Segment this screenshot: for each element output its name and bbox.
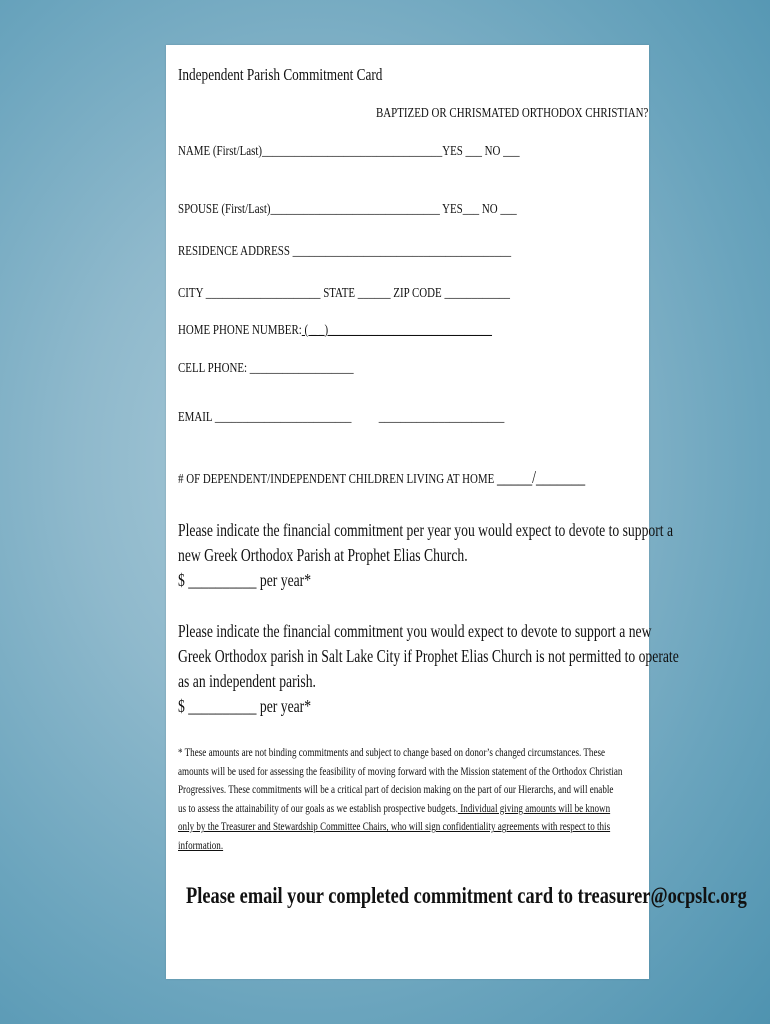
disclaimer-note xyxy=(178,743,632,855)
note-line-5: only by the Treasurer and Stewardship Committee Chairs, who will sign confidentiality agreements with respect to this xyxy=(178,819,611,834)
note-line-4-plain: us to assess the attainability of our goals as we establish prospective budgets. xyxy=(178,800,458,815)
email-label: EMAIL xyxy=(178,410,213,425)
note-line-2: amounts will be used for assessing the feasibility of moving forward with the Mission statement of the Orthodox Christian xyxy=(178,763,623,778)
commitment-card xyxy=(166,45,747,979)
children-blank: _____/_______ xyxy=(496,467,586,487)
note-line-6: information. xyxy=(178,837,224,852)
commitment-paragraph-2 xyxy=(178,619,679,719)
home-phone-row xyxy=(178,323,492,339)
email-instruction: Please email your completed commitment card to treasurer@ocpslc.org xyxy=(186,883,747,908)
home-phone-label: HOME PHONE NUMBER: xyxy=(178,323,302,338)
note-line-4-underlined: Individual giving amounts will be known xyxy=(457,800,611,815)
children-row xyxy=(178,467,585,488)
spouse-row: SPOUSE (First/Last)_______________________________ YES___ NO ___ xyxy=(178,202,517,217)
baptized-question: BAPTIZED OR CHRISMATED ORTHODOX CHRISTIAN? xyxy=(376,106,649,121)
commitment-2-line-2: Greek Orthodox parish in Salt Lake City if Prophet Elias Church is not permitted to operate xyxy=(178,646,679,666)
note-line-1: * These amounts are not binding commitments and subject to change based on donor’s changed circumstances. These xyxy=(178,745,606,759)
commitment-1-line-2: new Greek Orthodox Parish at Prophet Elias Church. xyxy=(178,545,468,565)
commitment-1-amount: $ __________ per year* xyxy=(178,570,312,590)
commitment-paragraph-1 xyxy=(178,518,674,593)
home-phone-blank: ( _ _)______________________________ xyxy=(301,323,492,338)
city-state-zip-row: CITY _____________________ STATE ______ ZIP CODE ____________ xyxy=(178,286,510,301)
email-row xyxy=(178,410,504,426)
note-line-4 xyxy=(178,799,632,818)
email-blank-1: _________________________ xyxy=(214,410,352,425)
commitment-2-amount: $ __________ per year* xyxy=(178,696,312,716)
children-label: # OF DEPENDENT/INDEPENDENT CHILDREN LIVING AT HOME xyxy=(178,472,495,487)
commitment-1-line-1: Please indicate the financial commitment per year you would expect to devote to support a xyxy=(178,520,674,540)
commitment-2-line-3: as an independent parish. xyxy=(178,671,316,691)
form-title: Independent Parish Commitment Card xyxy=(178,65,383,84)
note-line-3: Progressives. These commitments will be a critical part of decision making on the part of our Hierarchs, and will enable xyxy=(178,782,614,797)
cell-phone-row: CELL PHONE: ___________________ xyxy=(178,361,354,376)
commitment-2-line-1: Please indicate the financial commitment you would expect to devote to support a new xyxy=(178,621,652,641)
email-blank-2: _______________________ xyxy=(378,410,505,425)
name-row: NAME (First/Last)_________________________________YES ___ NO ___ xyxy=(178,144,520,159)
residence-address-row: RESIDENCE ADDRESS ________________________________________ xyxy=(178,244,512,259)
